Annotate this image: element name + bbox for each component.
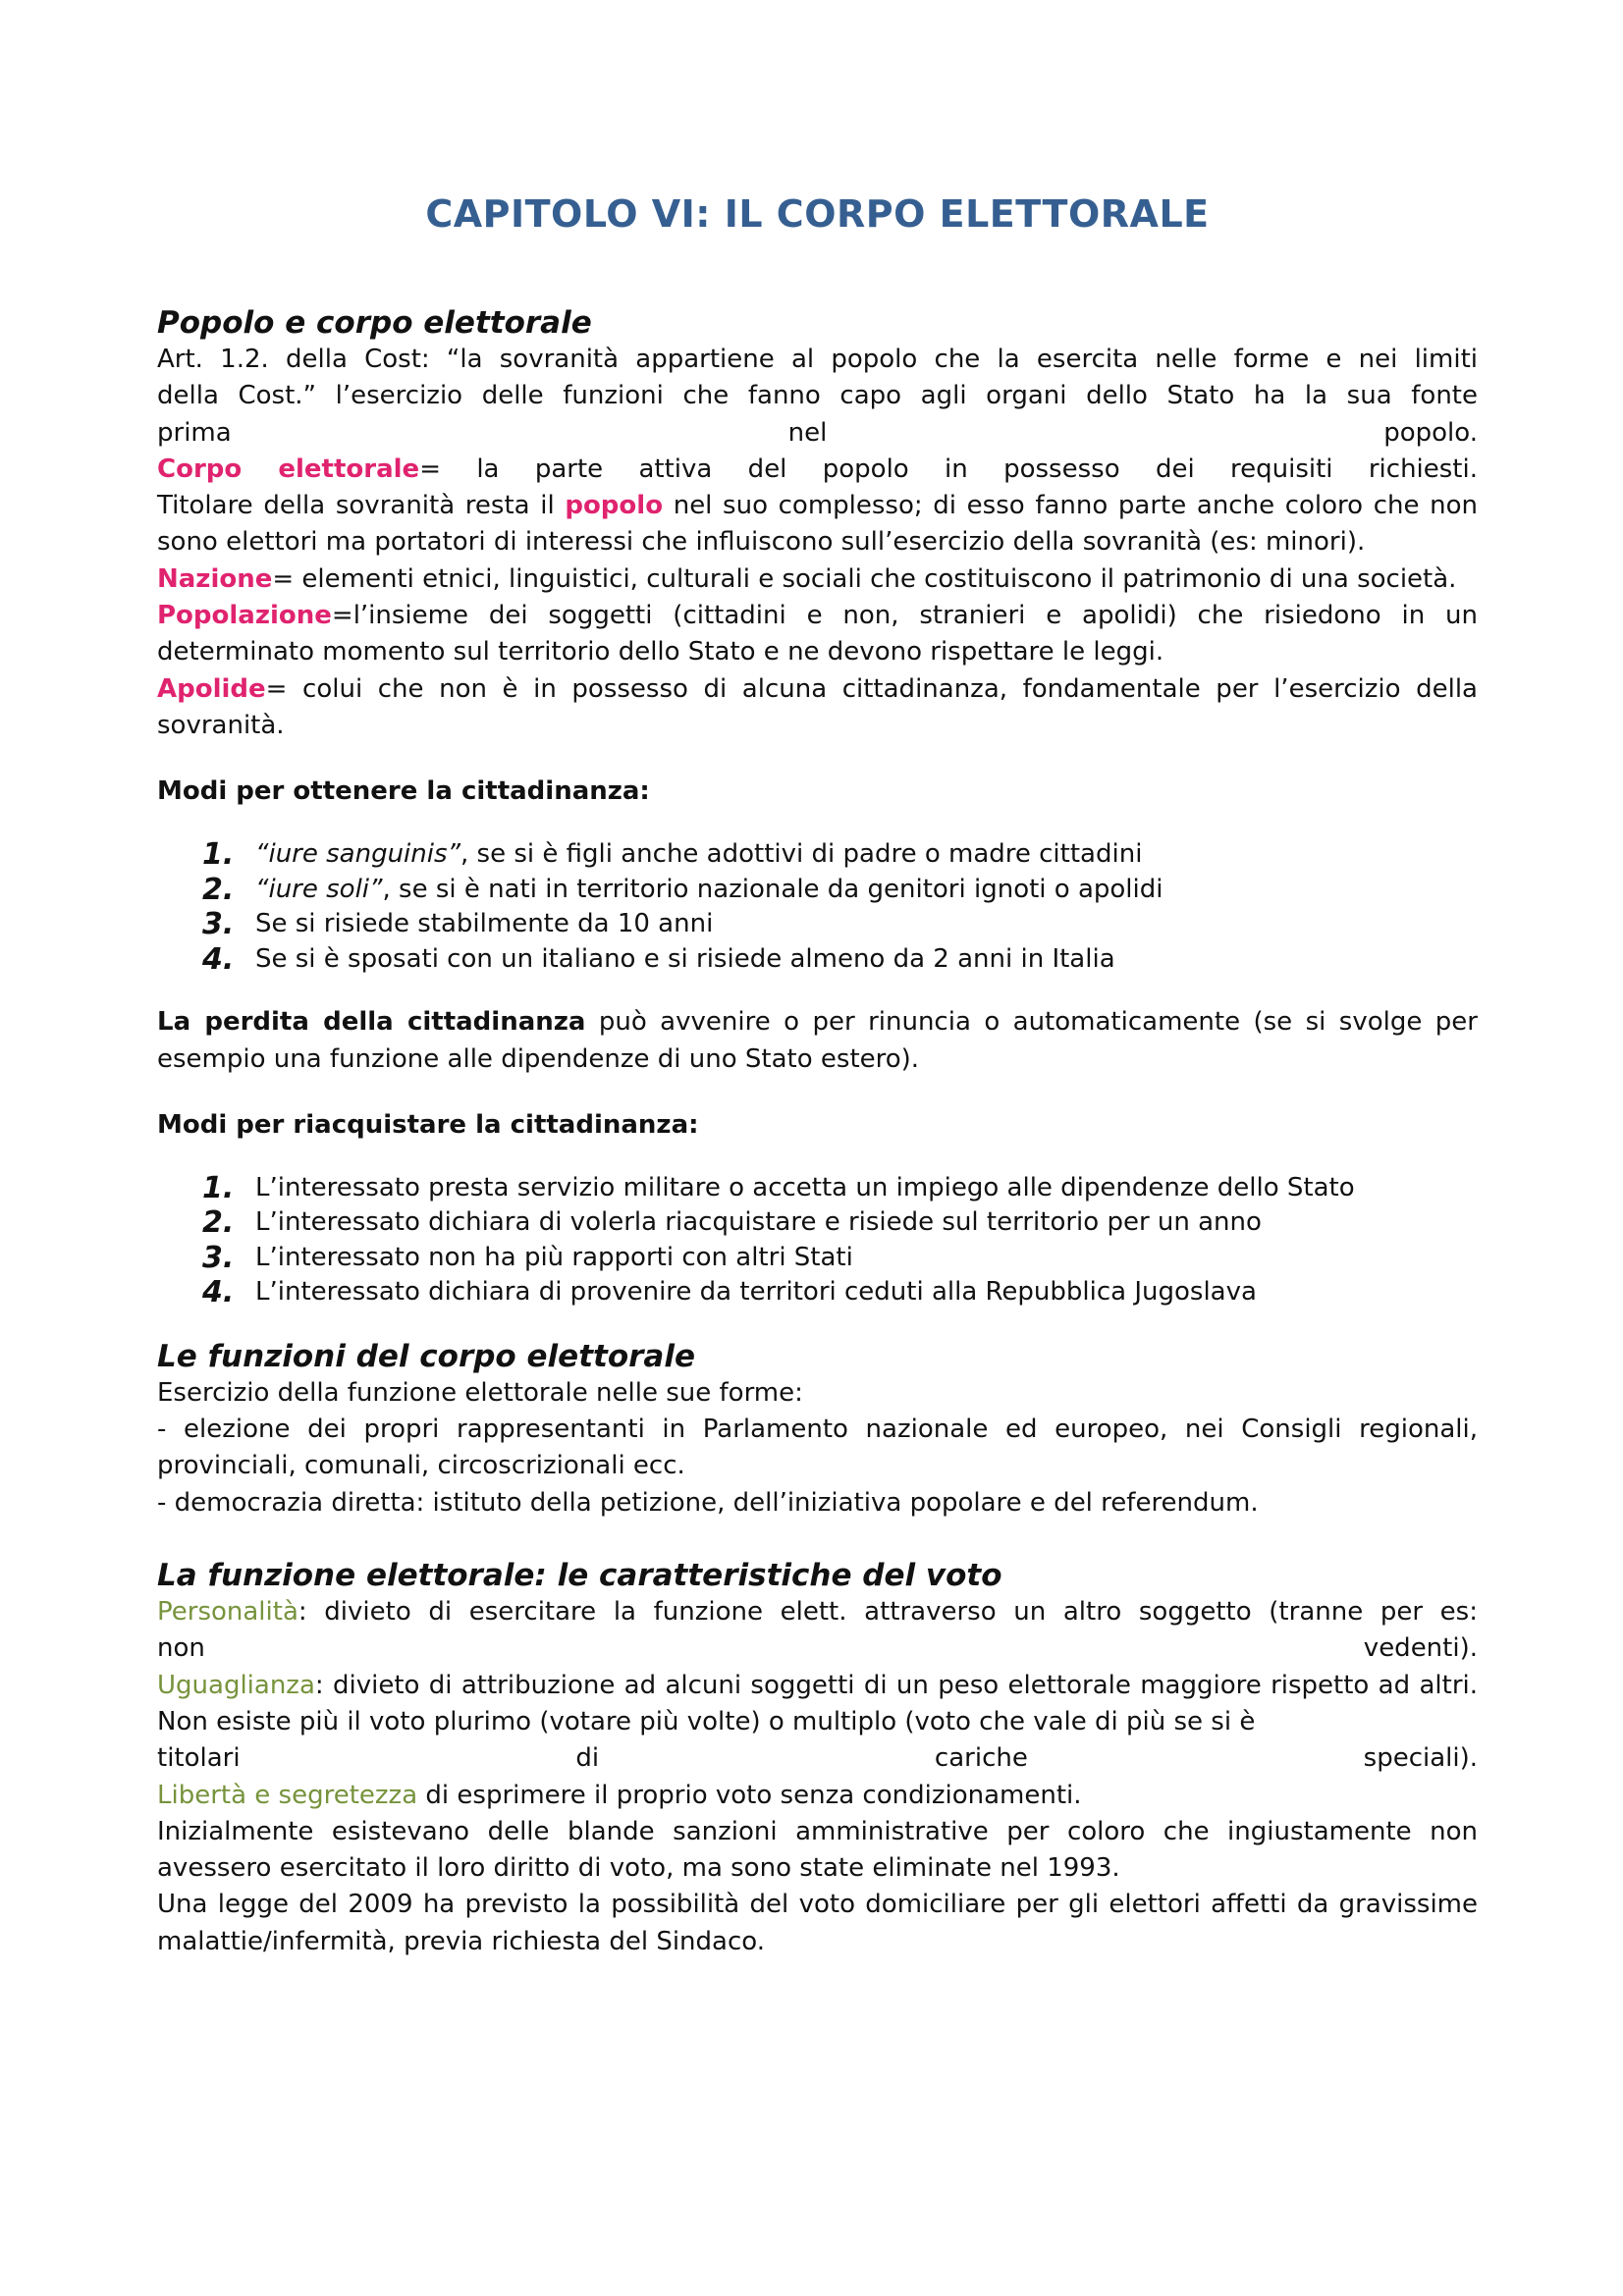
term-nazione: Nazione xyxy=(157,563,273,594)
list-item xyxy=(202,1171,1478,1206)
perdita-bold: La perdita della cittadinanza xyxy=(157,1007,586,1038)
item-text: , se si è figli anche adottivi di padre o madre cittadini xyxy=(460,839,1143,870)
item-italic: “iure soli” xyxy=(255,874,383,904)
riacquistare-list xyxy=(157,1171,1478,1310)
item-number: 3. xyxy=(202,907,235,942)
funzioni-item-2: - democrazia diretta: istituto della petizione, dell’iniziativa popolare e del referendum. xyxy=(157,1487,1259,1518)
term-personalita: Personalità xyxy=(157,1597,298,1628)
item-number: 4. xyxy=(202,1275,235,1310)
list-item xyxy=(202,942,1478,978)
liberta-text: di esprimere il proprio voto senza condizionamenti. xyxy=(417,1780,1082,1810)
item-text: L’interessato presta servizio militare o accetta un impiego alle dipendenze dello Stato xyxy=(255,1172,1355,1202)
perdita-text: può avvenire o per rinuncia o automaticamente (se si svolge per esempio una funzione alle dipendenze di uno Stato estero). xyxy=(157,1007,1478,1074)
popolazione-text: =l’insieme dei soggetti (cittadini e non, stranieri e apolidi) che risiedono in un determinato momento sul territorio dello Stato e ne devono rispettare le leggi. xyxy=(157,601,1478,667)
liberta-paragraph xyxy=(157,1778,1478,1814)
corpo-elettorale-text: = la parte attiva del popolo in possesso dei requisiti richiesti. xyxy=(419,454,1478,484)
item-text: L’interessato non ha più rapporti con altri Stati xyxy=(255,1242,853,1272)
uguaglianza-paragraph xyxy=(157,1668,1478,1741)
ottenere-heading: Modi per ottenere la cittadinanza: xyxy=(157,776,650,807)
art-line-3: prima nel popolo. xyxy=(157,417,1478,448)
riacquistare-heading: Modi per riacquistare la cittadinanza: xyxy=(157,1109,699,1140)
art-line-2: della Cost.” l’esercizio delle funzioni che fanno capo agli organi dello Stato ha la sua fonte xyxy=(157,381,1478,411)
item-text: L’interessato dichiara di volerla riacquistare e risiede sul territorio per un anno xyxy=(255,1207,1262,1238)
personalita-text: : divieto di esercitare la funzione elett. attraverso un altro soggetto (tranne per es: xyxy=(298,1597,1478,1628)
item-number: 1. xyxy=(202,1170,235,1205)
term-liberta: Libertà e segretezza xyxy=(157,1780,418,1810)
item-text: L’interessato dichiara di provenire da territori ceduti alla Repubblica Jugoslava xyxy=(255,1277,1257,1308)
popolazione-definition xyxy=(157,598,1478,671)
nazione-definition xyxy=(157,561,1478,598)
personalita-line-1 xyxy=(157,1594,1478,1630)
list-item xyxy=(202,873,1478,908)
sanzioni-paragraph: Inizialmente esistevano delle blande sanzioni amministrative per coloro che ingiustamente non avessero esercitato il loro diritto di voto, ma sono state eliminate nel 1993. xyxy=(157,1816,1478,1884)
corpo-elettorale-definition xyxy=(157,452,1478,488)
item-number: 2. xyxy=(202,872,235,907)
sovranita-paragraph xyxy=(157,488,1478,561)
item-number: 3. xyxy=(202,1240,235,1275)
list-item xyxy=(202,837,1478,873)
item-number: 2. xyxy=(202,1205,235,1241)
uguaglianza-last-line: titolari di cariche speciali). xyxy=(157,1743,1478,1774)
term-popolazione: Popolazione xyxy=(157,601,332,631)
list-item xyxy=(202,907,1478,942)
art-line-1: Art. 1.2. della Cost: “la sovranità appartiene al popolo che la esercita nelle forme e nei limiti xyxy=(157,345,1478,374)
list-item xyxy=(202,1205,1478,1241)
uguaglianza-text: : divieto di attribuzione ad alcuni soggetti di un peso elettorale maggiore rispetto ad altri. Non esiste più il voto plurimo (votare più volte) o multiplo (voto che vale di più se si è xyxy=(157,1670,1478,1736)
sovranita-pre: Titolare della sovranità resta il xyxy=(157,491,566,521)
nazione-text: = elementi etnici, linguistici, culturali e sociali che costituiscono il patrimonio di una società. xyxy=(272,563,1457,594)
section-heading-funzioni: Le funzioni del corpo elettorale xyxy=(157,1338,695,1374)
term-corpo-elettorale: Corpo elettorale xyxy=(157,454,420,484)
item-text: Se si risiede stabilmente da 10 anni xyxy=(255,909,714,939)
item-text: , se si è nati in territorio nazionale da genitori ignoti o apolidi xyxy=(382,874,1163,904)
term-apolide: Apolide xyxy=(157,673,266,704)
sovranita-post: nel suo complesso; di esso fanno parte anche coloro che non sono elettori ma portatori di interessi che influiscono sull’esercizio della sovranità (es: minori). xyxy=(157,491,1478,558)
chapter-title: CAPITOLO VI: IL CORPO ELETTORALE xyxy=(425,192,1210,236)
ottenere-list xyxy=(157,837,1478,977)
legge-2009-paragraph: Una legge del 2009 ha previsto la possibilità del voto domiciliare per gli elettori affetti da gravissime malattie/infermità, previa richiesta del Sindaco. xyxy=(157,1890,1478,1956)
section-heading-voto: La funzione elettorale: le caratteristiche del voto xyxy=(157,1558,1002,1594)
term-popolo: popolo xyxy=(565,491,664,521)
list-item xyxy=(202,1275,1478,1310)
term-uguaglianza: Uguaglianza xyxy=(157,1670,315,1700)
perdita-paragraph xyxy=(157,1004,1478,1078)
item-text: Se si è sposati con un italiano e si risiede almeno da 2 anni in Italia xyxy=(255,943,1115,974)
personalita-line-2: non vedenti). xyxy=(157,1633,1478,1664)
item-number: 1. xyxy=(202,837,235,873)
item-number: 4. xyxy=(202,941,235,977)
funzioni-item-1: - elezione dei propri rappresentanti in Parlamento nazionale ed europeo, nei Consigli regionali, provinciali, comunali, circoscrizionali ecc. xyxy=(157,1415,1478,1481)
funzioni-intro: Esercizio della funzione elettorale nelle sue forme: xyxy=(157,1377,803,1408)
list-item xyxy=(202,1241,1478,1276)
item-italic: “iure sanguinis” xyxy=(255,839,461,870)
page-content xyxy=(157,192,1478,1960)
section-heading-popolo: Popolo e corpo elettorale xyxy=(157,305,592,341)
apolide-definition xyxy=(157,671,1478,745)
apolide-text: = colui che non è in possesso di alcuna cittadinanza, fondamentale per l’esercizio della sovranità. xyxy=(157,673,1478,740)
